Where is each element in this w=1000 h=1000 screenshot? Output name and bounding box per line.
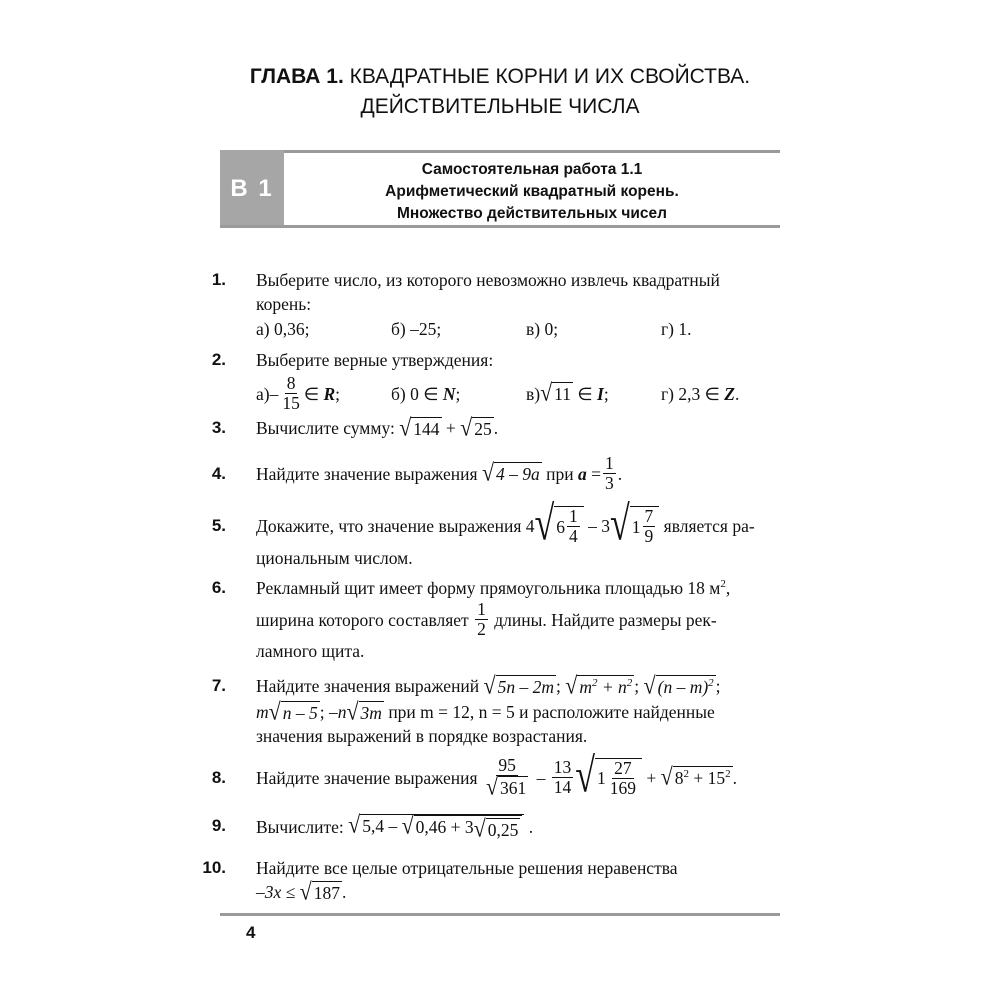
radicand xyxy=(630,506,660,546)
punct: . xyxy=(732,767,737,788)
element-of-sign: ∈ xyxy=(577,383,593,404)
task-text: значения выражений в порядке возрастания. xyxy=(256,726,588,746)
term: (n – m) xyxy=(657,676,709,697)
task-number: 10. xyxy=(202,858,226,877)
task-number: 5. xyxy=(211,516,226,535)
radicand: 5n – 2m xyxy=(497,676,555,697)
radicand: 361 xyxy=(500,778,527,798)
numerator: 13 xyxy=(553,757,572,777)
term: 5,4 – xyxy=(362,816,398,836)
punct: , xyxy=(725,578,731,598)
square-root: √ 361 xyxy=(485,772,527,801)
option-c xyxy=(526,378,661,407)
task-text: ламного щита. xyxy=(256,641,365,661)
radicand xyxy=(673,766,733,789)
radicand: n – 5 xyxy=(282,702,318,723)
exponent: 2 xyxy=(708,676,714,689)
radicand: 187 xyxy=(313,882,340,903)
term: m xyxy=(579,676,592,697)
task-number: 2. xyxy=(211,350,226,369)
plus-sign: + xyxy=(445,418,456,438)
square-root: √ 1 $\frac{27}{169}$ xyxy=(575,758,642,798)
square-root: √ $m^2 + n^2$ xyxy=(565,671,633,699)
numerator: 1 xyxy=(477,599,486,619)
exponent: 2 xyxy=(591,676,598,689)
punct: ; xyxy=(335,383,341,404)
radicand xyxy=(360,811,524,842)
square-root: √ 0,25 xyxy=(473,814,519,842)
option-a: а) 0,36; xyxy=(256,319,310,339)
radicand xyxy=(595,758,642,798)
coefficient: –n xyxy=(328,702,347,722)
set-symbol: N xyxy=(442,383,456,404)
denominator: 2 xyxy=(477,619,486,639)
task-text: Вычислите: xyxy=(256,817,344,838)
inequality: –3x ≤ xyxy=(256,882,296,902)
task-text: Рекламный щит имеет форму прямоугольника площадью 18 м xyxy=(256,578,721,598)
variant-badge: В 1 xyxy=(220,150,284,228)
task-text: является ра- xyxy=(663,516,755,536)
task-text: при m = 12, n = 5 и расположите найденные xyxy=(388,702,715,722)
coefficient: 4 xyxy=(525,516,535,536)
square-root: √ 25 xyxy=(460,413,492,441)
variable: a xyxy=(578,463,587,484)
square-root: √ 1 $\frac{7}{9}$ xyxy=(610,506,659,546)
punct: ; xyxy=(455,383,461,404)
set-symbol: R xyxy=(323,383,336,404)
term: + 15 xyxy=(693,768,726,788)
square-root: √ 11 xyxy=(540,378,572,407)
numerator: 7 xyxy=(644,506,654,526)
radicand: 3m xyxy=(360,702,382,723)
square-root: √ 0,46 + 3 √ 0,25 xyxy=(402,815,523,840)
header-top-rule xyxy=(284,150,780,153)
term: 0,46 + 3 xyxy=(415,817,474,838)
radicand: 0,25 xyxy=(487,819,519,840)
option-text: г) 2,3 ∈ xyxy=(661,383,720,404)
task-number: 1. xyxy=(211,270,226,289)
task-5 xyxy=(211,496,790,570)
task-text: Вычислите сумму: xyxy=(256,418,395,438)
task-number: 6. xyxy=(211,578,226,597)
option-b xyxy=(391,382,526,406)
task-7 xyxy=(211,671,790,748)
punct: . xyxy=(528,817,534,838)
set-symbol: I xyxy=(597,383,604,404)
radicand: 25 xyxy=(474,418,492,439)
page-number: 4 xyxy=(246,923,256,942)
square-root: √ 3m xyxy=(346,697,382,725)
fraction xyxy=(643,507,656,546)
radicand: 144 xyxy=(413,418,440,439)
term: 8 xyxy=(674,768,684,788)
task-2 xyxy=(211,348,790,413)
denominator: 3 xyxy=(605,473,614,493)
punct: . xyxy=(617,463,623,484)
whole-part: 1 xyxy=(597,768,606,788)
work-header xyxy=(220,150,780,228)
fraction xyxy=(603,454,616,493)
task-text: Выберите верные утверждения: xyxy=(256,350,494,370)
minus-sign: – xyxy=(588,516,597,536)
task-4 xyxy=(211,453,790,493)
task-number: 3. xyxy=(211,418,226,437)
denominator: 15 xyxy=(282,393,300,413)
numerator: 27 xyxy=(614,757,632,778)
footer-rule xyxy=(220,913,780,916)
denominator: 169 xyxy=(609,777,637,798)
task-8 xyxy=(211,747,790,802)
option-label: в) xyxy=(526,383,541,404)
task-text: Найдите все целые отрицательные решения неравенства xyxy=(256,858,678,878)
task-text: Найдите значение выражения xyxy=(256,463,478,484)
separator: ; xyxy=(556,676,561,696)
task-number: 4. xyxy=(211,464,226,483)
task-6 xyxy=(211,576,790,663)
task-9 xyxy=(211,810,790,842)
separator: ; xyxy=(319,702,325,722)
task-number: 8. xyxy=(211,768,226,787)
radicand xyxy=(577,675,634,698)
task-3 xyxy=(211,413,790,441)
task-text: циональным числом. xyxy=(256,548,413,568)
equals-sign: = xyxy=(591,463,601,484)
option-b: б) –25; xyxy=(391,319,442,339)
whole-part: 6 xyxy=(556,516,566,537)
numerator: 95 xyxy=(498,755,516,775)
punct: . xyxy=(493,418,499,438)
option-d: г) 1. xyxy=(661,319,692,339)
task-text: корень: xyxy=(256,294,312,314)
header-bottom-rule xyxy=(220,225,780,228)
chapter-title-line1: КВАДРАТНЫЕ КОРНИ И ИХ СВОЙСТВА. xyxy=(349,65,751,88)
work-title-line2: Арифметический квадратный корень. xyxy=(385,183,679,200)
task-number: 9. xyxy=(211,816,226,835)
task-1 xyxy=(211,268,790,341)
fraction xyxy=(475,600,488,639)
chapter-label: ГЛАВА 1. xyxy=(249,65,344,88)
task-number: 7. xyxy=(211,676,226,695)
whole-part: 1 xyxy=(631,516,641,537)
option-label: а) xyxy=(256,383,270,404)
term: + n xyxy=(601,676,627,697)
square-root: √ 6 $\frac{1}{4}$ xyxy=(535,506,584,546)
condition-word: при xyxy=(546,463,574,484)
numerator: 1 xyxy=(605,453,614,473)
task-text: Найдите значение выражения xyxy=(256,767,478,788)
task-text: Выберите число, из которого невозможно извлечь квадратный xyxy=(256,270,720,290)
numerator: 8 xyxy=(286,373,296,393)
minus-sign: – xyxy=(269,383,279,404)
square-root: √ 4 – 9a xyxy=(481,458,540,487)
option-d xyxy=(661,382,739,406)
punct: ; xyxy=(603,383,609,404)
denominator xyxy=(484,772,530,801)
element-of-sign: ∈ xyxy=(303,383,320,404)
exponent: 2 xyxy=(626,676,633,689)
radicand xyxy=(414,815,523,840)
square-root: √ 5,4 – √ 0,46 + 3 √ 0,25 xyxy=(348,814,524,841)
work-title-line3: Множество действительных чисел xyxy=(396,205,668,222)
numerator: 1 xyxy=(569,506,578,526)
fraction xyxy=(608,759,638,798)
set-symbol: Z xyxy=(724,383,735,404)
punct: . xyxy=(734,383,740,404)
work-title xyxy=(284,159,780,225)
square-root: √ 187 xyxy=(299,877,340,905)
fraction xyxy=(552,758,574,797)
separator: ; xyxy=(715,676,721,696)
fraction xyxy=(567,507,580,546)
exponent: 2 xyxy=(683,768,689,781)
square-root: √ $8^2 + 15^2$ xyxy=(660,762,731,791)
denominator: 4 xyxy=(569,526,578,546)
task-text: ширина которого составляет xyxy=(256,609,469,630)
option-a xyxy=(256,374,391,413)
task-10 xyxy=(202,856,790,905)
square-root: √ 5n – 2m xyxy=(483,671,555,699)
square-root: √ 144 xyxy=(399,413,440,441)
fraction xyxy=(484,756,530,799)
minus-sign: – xyxy=(536,767,546,788)
radicand: 4 – 9a xyxy=(496,464,540,484)
exponent: 2 xyxy=(725,768,731,781)
chapter-title-line2: ДЕЙСТВИТЕЛЬНЫЕ ЧИСЛА xyxy=(360,95,640,118)
coefficient: 3 xyxy=(601,516,611,536)
denominator: 9 xyxy=(644,526,654,546)
separator: ; xyxy=(634,676,640,696)
chapter-heading xyxy=(220,62,780,122)
punct: . xyxy=(341,882,347,902)
task-text: Найдите значения выражений xyxy=(256,676,480,696)
fraction xyxy=(280,374,302,413)
plus-sign: + xyxy=(646,767,657,788)
square-root: √ (n – m)$^2$ xyxy=(643,671,714,699)
work-title-line1: Самостоятельная работа 1.1 xyxy=(421,161,643,178)
radicand: 11 xyxy=(554,384,572,404)
radicand xyxy=(554,506,584,546)
option-c: в) 0; xyxy=(526,319,559,339)
square-root: √ n – 5 xyxy=(268,697,318,725)
exponent: 2 xyxy=(720,578,726,591)
radicand xyxy=(656,675,716,698)
task-text: Докажите, что значение выражения xyxy=(256,516,522,536)
task-text: длины. Найдите размеры рек- xyxy=(494,609,717,630)
coefficient: m xyxy=(256,702,269,722)
option-text: б) 0 ∈ xyxy=(391,383,439,404)
denominator: 14 xyxy=(553,777,572,797)
